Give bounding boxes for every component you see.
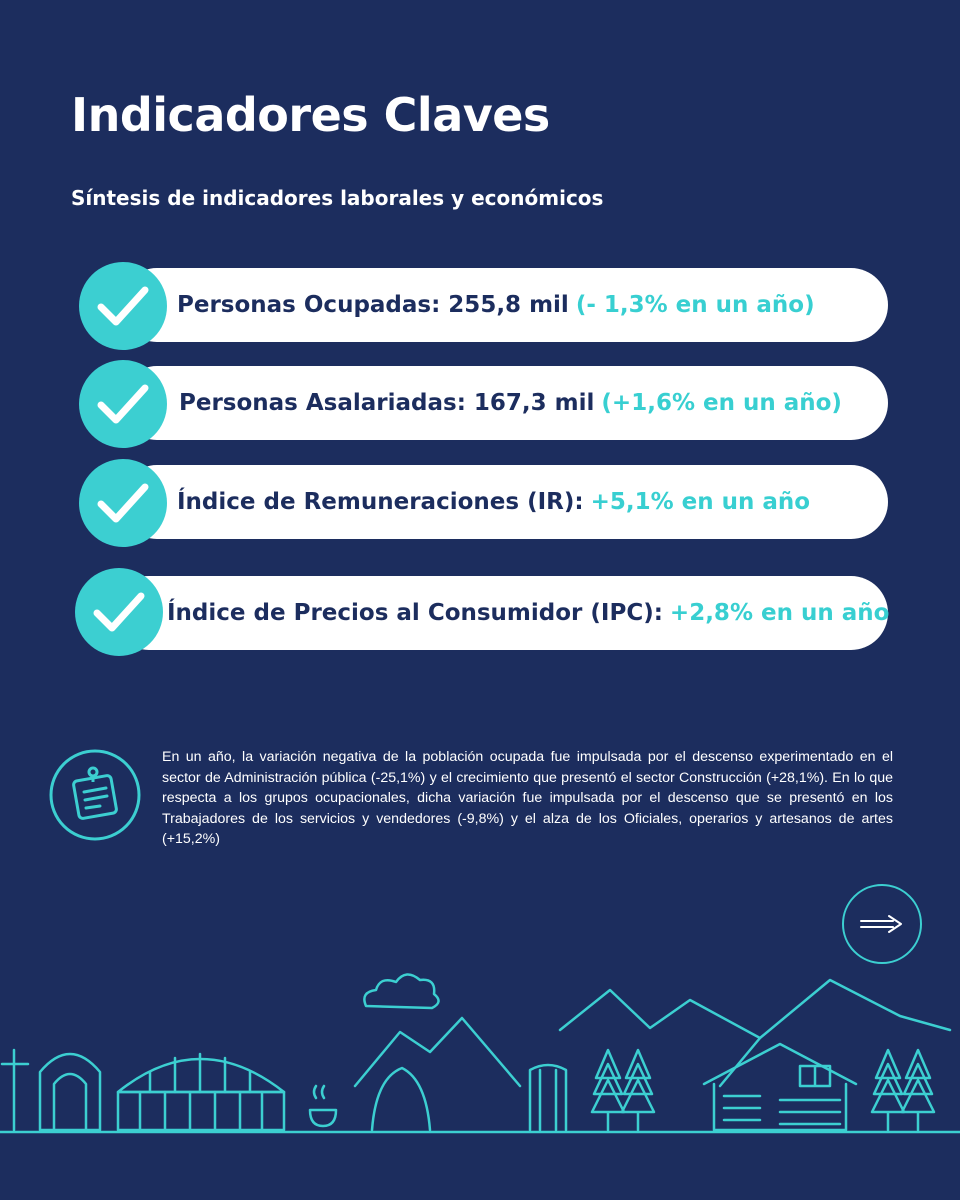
indicator-change: +2,8% en un año	[669, 600, 890, 626]
check-icon	[79, 360, 167, 448]
page-subtitle: Síntesis de indicadores laborales y económicos	[71, 186, 604, 210]
skyline-illustration	[0, 960, 960, 1200]
sticky-note-icon	[48, 748, 142, 842]
indicator-change: (- 1,3% en un año)	[575, 292, 815, 318]
note-text: En un año, la variación negativa de la población ocupada fue impulsada por el descenso experimentado en el sector de Administración pública (-25,1%) y el crecimiento que presentó el sector Construcción (+28,1%). En lo que respecta a los grupos ocupacionales, dicha variación fue impulsada por el descenso que se presentó en los Trabajadores de los servicios y vendedores (-9,8%) y el alza de los Oficiales, operarios y artesanos de artes (+15,2%)	[162, 749, 893, 847]
indicator-card	[120, 465, 888, 539]
check-icon	[79, 262, 167, 350]
indicator-label: Índice de Precios al Consumidor (IPC):	[167, 600, 663, 626]
arrow-right-icon	[859, 914, 905, 934]
indicator-change: +5,1% en un año	[590, 489, 811, 515]
indicator-label: Personas Ocupadas: 255,8 mil	[177, 292, 569, 318]
indicator-card	[112, 576, 888, 650]
check-icon	[75, 568, 163, 656]
indicator-label: Índice de Remuneraciones (IR):	[177, 489, 584, 515]
indicator-card	[120, 366, 888, 440]
indicator-card	[120, 268, 888, 342]
next-button[interactable]	[842, 884, 922, 964]
page-title: Indicadores Claves	[71, 88, 550, 142]
indicator-label: Personas Asalariadas: 167,3 mil	[179, 390, 595, 416]
check-icon	[79, 459, 167, 547]
indicator-change: (+1,6% en un año)	[601, 390, 842, 416]
